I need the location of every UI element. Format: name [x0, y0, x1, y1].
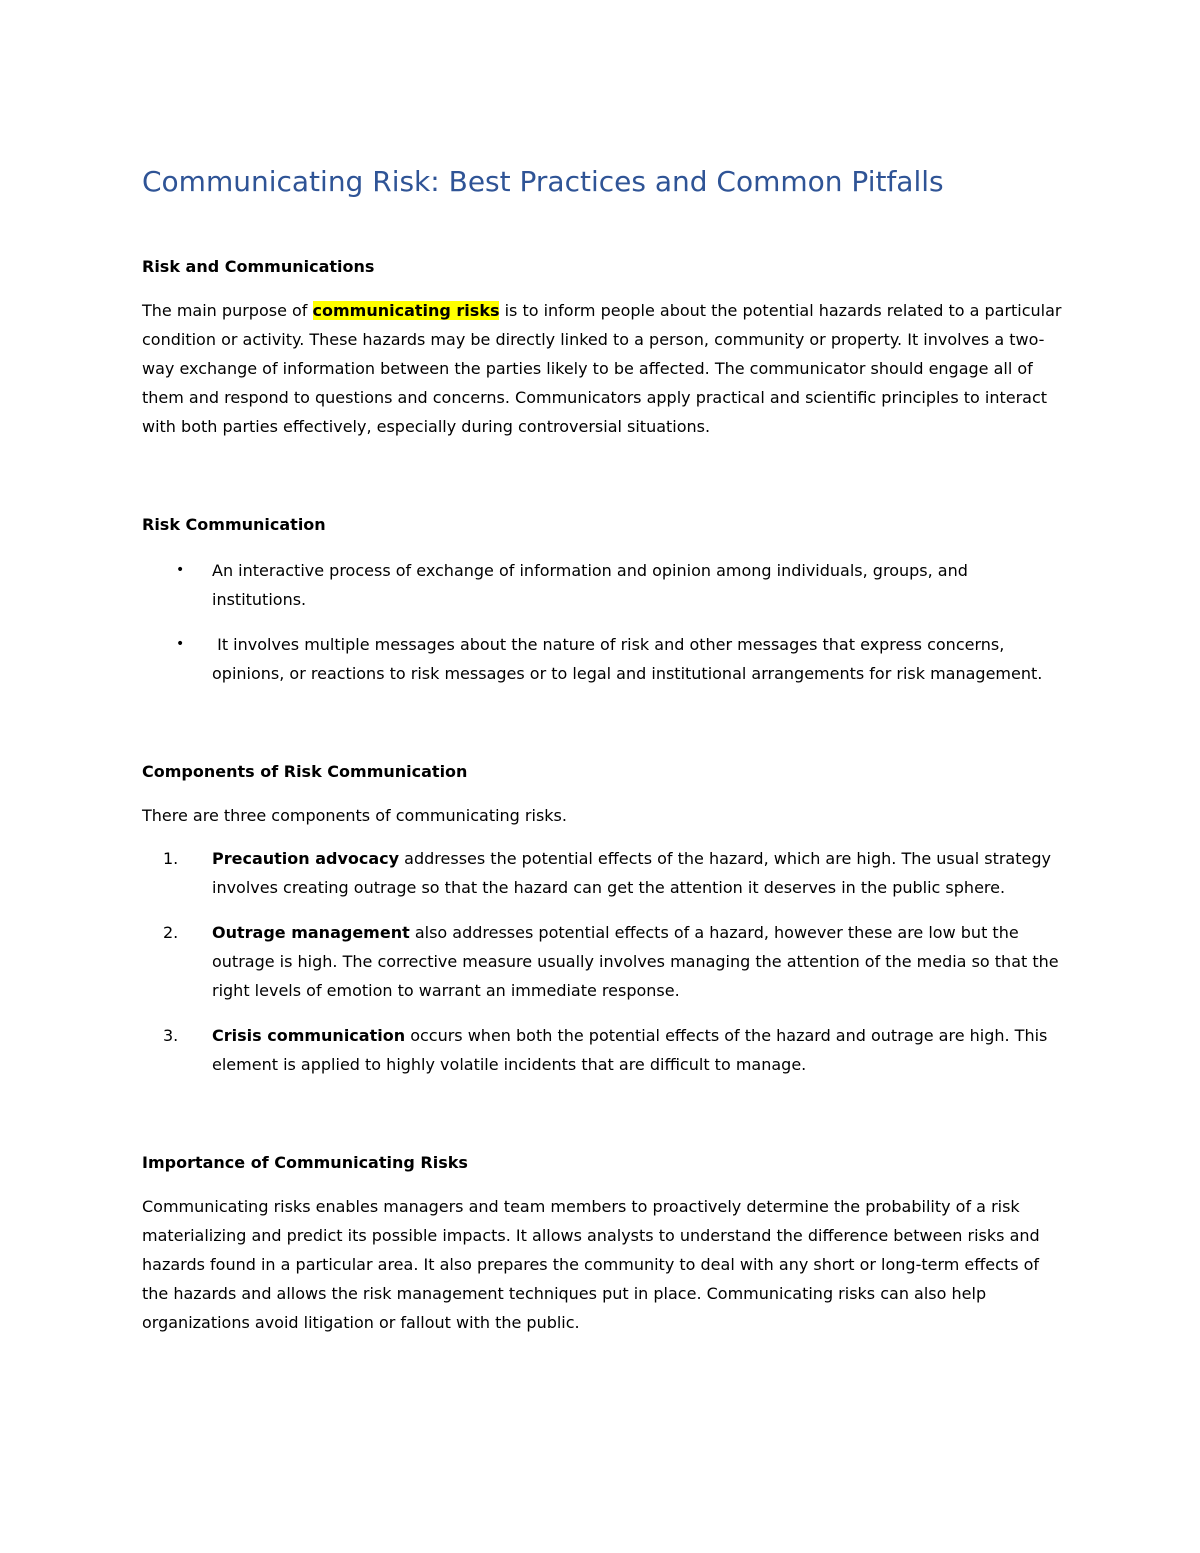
section-heading-risk-and-communications: Risk and Communications	[142, 257, 375, 276]
bullet-icon: •	[176, 636, 185, 652]
list-item-text: An interactive process of exchange of information and opinion among individuals, groups, and institutions.	[212, 561, 968, 609]
list-item	[142, 1021, 1062, 1079]
list-item	[142, 918, 1062, 1005]
list-item-text: also addresses potential effects of a hazard, however these are low but the outrage is high. The corrective measure usually involves managing the attention of the media so that the right levels of emotion to warrant an immediate response.	[212, 923, 1059, 1000]
components-intro: There are three components of communicating risks.	[142, 806, 567, 825]
highlighted-term: communicating risks	[312, 301, 500, 320]
section-heading-components: Components of Risk Communication	[142, 762, 468, 781]
list-item-text: addresses the potential effects of the hazard, which are high. The usual strategy involves creating outrage so that the hazard can get the attention it deserves in the public sphere.	[212, 849, 1051, 897]
document-page	[142, 160, 1062, 1337]
list-number: 1.	[163, 849, 179, 868]
list-item	[142, 556, 1062, 614]
list-item-term: Crisis communication	[212, 1026, 406, 1045]
paragraph-text: is to inform people about the potential hazards related to a particular condition or activity. These hazards may be directly linked to a person, community or property. It involves a two-way exchange of information between the parties likely to be affected. The communicator should engage all of them and respond to questions and concerns. Communicators apply practical and scientific principles to interact with both parties effectively, especially during controversial situations.	[142, 301, 1062, 436]
document-title: Communicating Risk: Best Practices and Common Pitfalls	[142, 165, 944, 198]
section-heading-importance: Importance of Communicating Risks	[142, 1153, 468, 1172]
risk-and-communications-paragraph	[142, 296, 1062, 441]
list-item	[142, 844, 1062, 902]
components-numbered-list	[142, 844, 1062, 1079]
list-item	[142, 630, 1062, 688]
list-item-term: Precaution advocacy	[212, 849, 400, 868]
bullet-icon: •	[176, 562, 185, 578]
list-item-text: It involves multiple messages about the nature of risk and other messages that express concerns, opinions, or reactions to risk messages or to legal and institutional arrangements for risk management.	[212, 635, 1043, 683]
list-number: 2.	[163, 923, 179, 942]
list-item-text: occurs when both the potential effects of the hazard and outrage are high. This element is applied to highly volatile incidents that are difficult to manage.	[212, 1026, 1048, 1074]
list-number: 3.	[163, 1026, 179, 1045]
list-item-term: Outrage management	[212, 923, 410, 942]
importance-paragraph: Communicating risks enables managers and team members to proactively determine the probability of a risk materializing and predict its possible impacts. It allows analysts to understand the difference between risks and hazards found in a particular area. It also prepares the community to deal with any short or long-term effects of the hazards and allows the risk management techniques put in place. Communicating risks can also help organizations avoid litigation or fallout with the public.	[142, 1197, 1040, 1332]
paragraph-text: The main purpose of	[142, 301, 313, 320]
section-heading-risk-communication: Risk Communication	[142, 515, 326, 534]
risk-communication-bullet-list	[142, 556, 1062, 688]
